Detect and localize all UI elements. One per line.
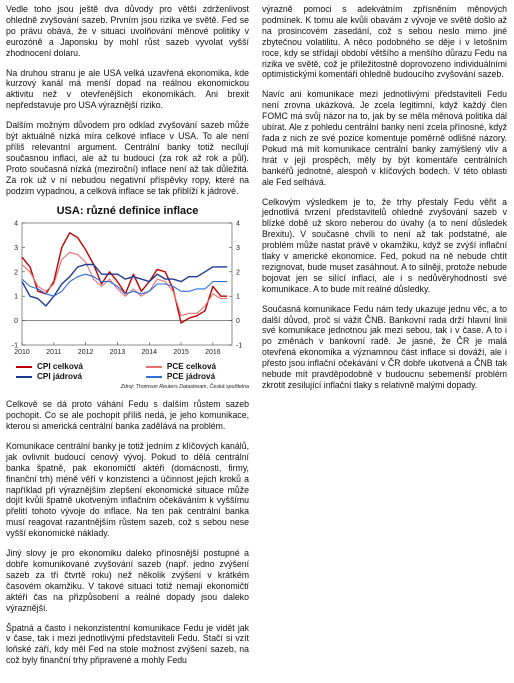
paragraph: Celkovým výsledkem je to, že trhy přestaly Fedu věřit a jednotlivá tvrzení představitelů ohledně zvyšování sazeb v blízké době už skoro neberou do úvahy (a to není důsledek Brexitu). V současné chvíli to není až tak podstatné, ale problém může nastat právě v okamžiku, když se zvýší inflační tlaky v americké ekonomice. Fed, pokud na ně nebude chtít rezignovat, bude muset zasáhnout. A to silněji, protože nebude bojovat jen se silící inflací, ale i s nedůvěryhodností své komunikace. A to bude mít reálné důsledky. bbox=[262, 196, 507, 294]
legend-item bbox=[16, 362, 116, 372]
paragraph: Špatná a často i nekonzistentní komunikace Fedu je vidět jak v čase, tak i mezi jednotlivými představiteli Fedu. Stačí si vzít loňské září, kdy měl Fed na stole možnost zvýšení sazeb, na což byly finanční trhy připravené a mohly Fedu bbox=[6, 622, 249, 666]
legend-item bbox=[146, 362, 249, 372]
y-tick-label-left: 2 bbox=[14, 269, 18, 277]
paragraph: Na druhou stranu je ale USA velká uzavřená ekonomika, kde kurzový kanál má menší dopad na reálnou ekonomickou aktivitu než v otevřenějších ekonomikách. Ani brexit nepředstavuje pro USA výraznější riziko. bbox=[6, 67, 249, 111]
y-tick-label-right: 2 bbox=[236, 269, 240, 277]
legend-swatch bbox=[146, 376, 162, 378]
x-tick-label: 2014 bbox=[141, 349, 158, 357]
legend-swatch bbox=[16, 366, 32, 368]
left-column bbox=[6, 4, 249, 675]
paragraph: Jiný slovy je pro ekonomiku daleko přínosnější postupné a dobře komunikované zvyšování sazeb (např. jedno zvýšení sazeb za tři čtvrtě roku) než několik zvýšení v krátkém časovém okamžiku. V takové situaci totiž nemají ekonomičtí aktéři čas na přizpůsobení a reálné dopady jsou daleko výraznější. bbox=[6, 548, 249, 613]
y-tick-label-right: -1 bbox=[236, 342, 243, 350]
y-tick-label-right: 0 bbox=[236, 318, 240, 326]
paragraph: výrazně pomoci s adekvátním zpřísněním měnových podmínek. K tomu ale kvůli obavám z vývoje ve světě došlo až na prosincovém zasedání, což s sebou neslo mimo jiné zbytečnou volatilitu. A něco podobného se děje i v letošním roce, kdy se střídají období většího a menšího důrazu Fedu na rizika ve světě, což je příležitostně doprovozeno individuálními optimistickými komentáři ohledně budoucího zvyšování sazeb. bbox=[262, 4, 507, 80]
y-tick-label-right: 1 bbox=[236, 294, 240, 302]
chart-title: USA: různé definice inflace bbox=[56, 204, 199, 217]
paragraph: Navíc ani komunikace mezi jednotlivými představiteli Fedu není zrovna ukázková. Je zcela legitimní, když každý člen FOMC má svůj názor na to, jak by se měla měnová politika dál ubírat. Ale z pohledu centrální banky není zcela přínosné, když řada z nich ze své pozice komentuje poměrně odlišné názory. Pokud má mít komunikace centrální banky zamýšlený vliv a hrát v její prospěch, měly by být komentáře centrálních bankéřů jednotné, alespoň v klíčových bodech. V této oblasti ale Fed selhává. bbox=[262, 89, 507, 187]
legend-swatch bbox=[146, 366, 162, 368]
paragraph: Dalším možným důvodem pro odklad zvyšování sazeb může být aktuálně nízká míra celkové inflace v USA. To ale není příliš relevantní argument. Centrální banky totiž necílují současnou inflaci, ale až tu budoucí (za rok až rok a půl). Proto současná nízká (meziroční) inflace není až tak důležitá. Za rok už v ní nebudou negativní příspěvky ropy, které na podzim vypadnou, a celková inflace se tak přiblíží k jádrové. bbox=[6, 120, 249, 196]
x-tick-label: 2012 bbox=[77, 349, 94, 357]
x-tick-label: 2011 bbox=[46, 349, 62, 357]
paragraph: Komunikace centrální banky je totiž jedním z klíčových kanálů, jak ovlivnit budoucí cenový vývoj. Pokud to dělá centrální banka špatně, pak ekonomičtí aktéři (domácnosti, firmy, finanční trh) méně věří v konzistenci a účinnost jejich kroků a například při výraznějším zlepšení ekonomické situace může dojít kvůli špatně ukotveným inflačním očekáváním k vyššímu přelití tohoto vývoje do inflace. Na ten pak centrální banka musí reagovat razantnějším růstem sazeb, což s sebou nese vyšší ekonomické náklady. bbox=[6, 440, 249, 539]
y-tick-label-left: 0 bbox=[14, 318, 18, 326]
legend-item bbox=[16, 372, 116, 382]
x-tick-label: 2013 bbox=[109, 349, 126, 357]
paragraph: Vedle toho jsou ještě dva důvody pro větší zdrženlivost ohledně zvyšování sazeb. Prvním jsou rizika ve světě. Fed se po právu obává, že v situaci uvolňování měnové politiky v eurozóně a Japonsku by mohl růst sazeb vyvolat vyšší zhodnocení dolaru. bbox=[6, 4, 249, 58]
legend-label: PCE jádrová bbox=[166, 372, 216, 382]
paragraph: Celkově se dá proto váhání Fedu s dalším růstem sazeb pochopit. Co se ale pochopit příliš nedá, je jeho komunikace, kterou si americká centrální banka zadělává na problém. bbox=[6, 399, 249, 432]
legend-label: CPI celková bbox=[37, 362, 83, 372]
y-tick-label-right: 3 bbox=[236, 245, 240, 253]
y-tick-label-left: 3 bbox=[14, 245, 18, 253]
y-tick-label-left: 4 bbox=[14, 220, 18, 228]
y-tick-label-left: 1 bbox=[14, 294, 18, 302]
chart-legend bbox=[16, 362, 249, 382]
paragraph: Současná komunikace Fedu nám tedy ukazuje jednu věc, a to další důvod, proč si vážit ČNB. Bankovní rada drží hlavní linii své komunikace jednotnou jak mezi sebou, tak i v čase. A to i po změnách v bankovní radě. Je jasné, že ČR je malá otevřená ekonomika a významnou část inflace si dováží, ale i přesto jsou inflační očekávání v ČR dobře ukotvená a ČNB tak nebude mít pravděpodobně v budoucnu sebemenší problém zkrotit zesilující inflační tlaky s relativně malými dopady. bbox=[262, 303, 507, 390]
x-tick-label: 2015 bbox=[173, 349, 189, 357]
legend-item bbox=[146, 372, 249, 382]
x-tick-label: 2016 bbox=[205, 349, 221, 357]
legend-swatch bbox=[16, 376, 32, 378]
x-tick-label: 2010 bbox=[14, 349, 30, 357]
chart-plot bbox=[6, 217, 249, 359]
legend-label: PCE celková bbox=[166, 362, 217, 372]
inflation-chart bbox=[6, 206, 249, 394]
y-tick-label-right: 4 bbox=[236, 220, 240, 228]
legend-label: CPI jádrová bbox=[37, 372, 83, 382]
right-column bbox=[262, 4, 507, 400]
chart-source: Zdroj: Thomson Reuters Datastream, Česká spořitelna bbox=[120, 384, 249, 391]
y-tick-label-left: -1 bbox=[11, 342, 18, 350]
